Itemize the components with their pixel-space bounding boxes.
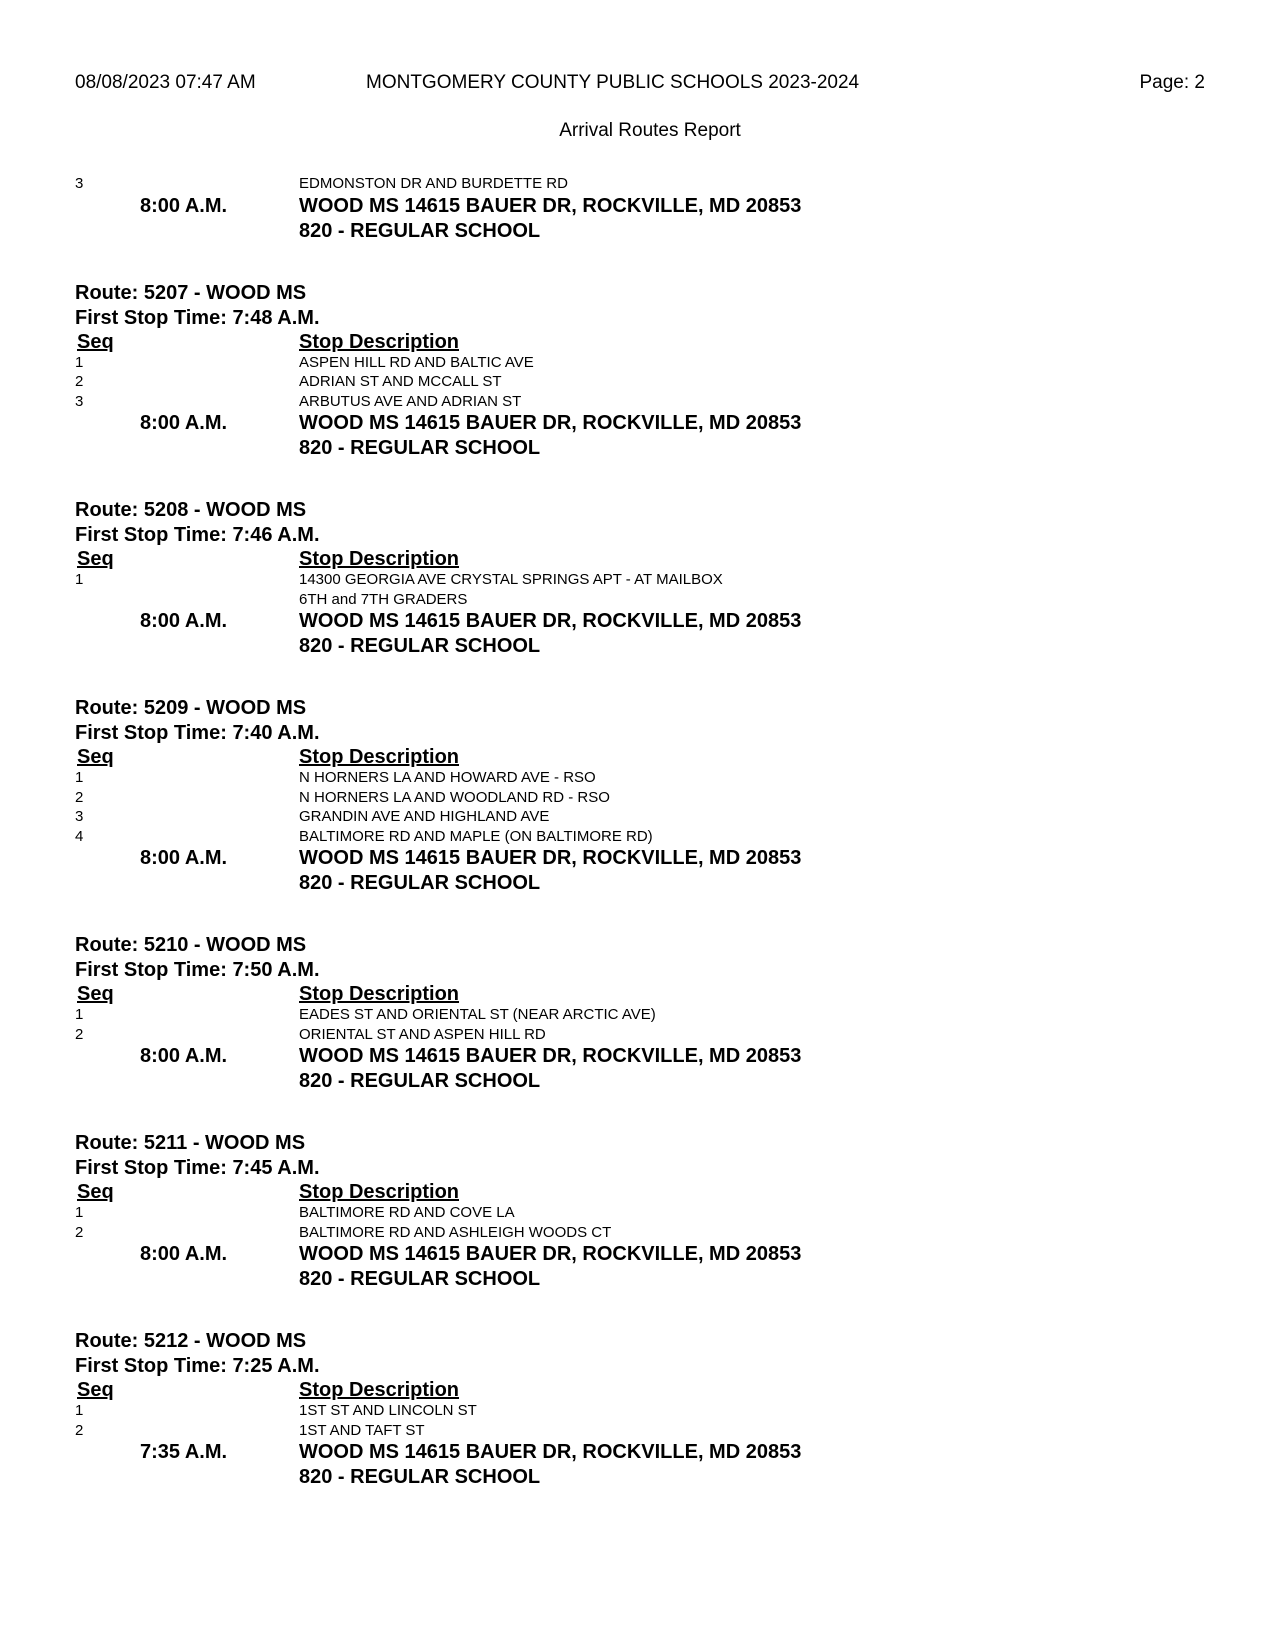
- stop-description: BALTIMORE RD AND MAPLE (ON BALTIMORE RD): [299, 827, 653, 845]
- route-title: Route: 5210 - WOOD MS: [75, 934, 307, 956]
- stop-description: BALTIMORE RD AND COVE LA: [299, 1204, 515, 1221]
- first-stop-label: First Stop Time:: [75, 524, 227, 546]
- stop-description: ADRIAN ST AND MCCALL ST: [299, 373, 502, 390]
- route-title: Route: 5211 - WOOD MS: [75, 1132, 306, 1154]
- school-program: 820 - REGULAR SCHOOL: [299, 1268, 541, 1290]
- stop-row: [75, 1025, 1225, 1045]
- column-headers: [75, 1379, 1225, 1401]
- arrival-block: [75, 194, 1225, 244]
- column-headers: [75, 331, 1225, 353]
- stop-description-header: Stop Description: [299, 548, 460, 570]
- stop-description: 6TH and 7TH GRADERS: [299, 590, 468, 608]
- stop-seq: 1: [75, 353, 84, 371]
- first-stop-value: 7:50 A.M.: [232, 959, 320, 981]
- seq-header: Seq: [77, 1181, 114, 1203]
- first-stop-label: First Stop Time:: [75, 306, 227, 329]
- column-headers: [75, 983, 1225, 1005]
- stop-description: EADES ST AND ORIENTAL ST (NEAR ARCTIC AVE): [299, 1006, 656, 1023]
- seq-header: Seq: [77, 548, 114, 570]
- report-body: [75, 174, 1225, 1490]
- stop-description: 1ST AND TAFT ST: [299, 1421, 425, 1439]
- stop-description-header: Stop Description: [299, 746, 460, 768]
- stop-description: ARBUTUS AVE AND ADRIAN ST: [299, 392, 522, 410]
- school-program: 820 - REGULAR SCHOOL: [299, 1466, 541, 1488]
- first-stop-time: [75, 523, 1225, 548]
- stop-description: N HORNERS LA AND HOWARD AVE - RSO: [299, 769, 596, 786]
- stop-row: [75, 1203, 1225, 1223]
- report-title: Arrival Routes Report: [559, 120, 741, 141]
- route-section: [75, 498, 1225, 659]
- stop-row: [75, 372, 1225, 392]
- first-stop-time: [75, 1156, 1225, 1181]
- stop-row: [75, 392, 1225, 412]
- route-section: [75, 1329, 1225, 1490]
- first-stop-time: [75, 1354, 1225, 1379]
- stop-description: BALTIMORE RD AND ASHLEIGH WOODS CT: [299, 1223, 612, 1241]
- stop-description: GRANDIN AVE AND HIGHLAND AVE: [299, 808, 550, 825]
- continued-route: [75, 174, 1225, 244]
- school-program: 820 - REGULAR SCHOOL: [299, 219, 541, 242]
- school-address: WOOD MS 14615 BAUER DR, ROCKVILLE, MD 20853: [299, 1243, 802, 1265]
- stop-seq: 3: [75, 808, 84, 825]
- seq-header: Seq: [77, 983, 114, 1005]
- stop-description-header: Stop Description: [299, 983, 460, 1005]
- school-program: 820 - REGULAR SCHOOL: [299, 635, 541, 657]
- stop-row: [75, 353, 1225, 373]
- first-stop-value: 7:48 A.M.: [232, 306, 320, 329]
- arrival-block: [75, 1440, 1225, 1490]
- school-program: 820 - REGULAR SCHOOL: [299, 1070, 541, 1092]
- stop-description-header: Stop Description: [299, 330, 460, 353]
- stop-seq: 2: [75, 1025, 84, 1043]
- arrival-time: 8:00 A.M.: [140, 847, 228, 869]
- seq-header: Seq: [77, 1379, 114, 1401]
- route-title: Route: 5212 - WOOD MS: [75, 1330, 307, 1352]
- arrival-block: [75, 609, 1225, 659]
- stop-seq: 4: [75, 827, 84, 845]
- stop-row: [75, 768, 1225, 788]
- stop-description-header: Stop Description: [299, 1379, 460, 1401]
- stop-row: [75, 1223, 1225, 1243]
- school-address: WOOD MS 14615 BAUER DR, ROCKVILLE, MD 20853: [299, 1045, 802, 1067]
- stop-row: [75, 174, 1225, 194]
- arrival-time: 8:00 A.M.: [140, 1045, 228, 1067]
- route-title: Route: 5209 - WOOD MS: [75, 697, 307, 719]
- column-headers: [75, 746, 1225, 768]
- stop-row: [75, 1005, 1225, 1025]
- school-address: WOOD MS 14615 BAUER DR, ROCKVILLE, MD 20853: [299, 847, 802, 869]
- route-section: [75, 1131, 1225, 1292]
- column-headers: [75, 1181, 1225, 1203]
- first-stop-value: 7:46 A.M.: [232, 524, 320, 546]
- stop-description: 1ST ST AND LINCOLN ST: [299, 1402, 477, 1419]
- stop-seq: 1: [75, 1204, 84, 1221]
- stop-description-header: Stop Description: [299, 1181, 460, 1203]
- school-program: 820 - REGULAR SCHOOL: [299, 437, 541, 459]
- arrival-block: [75, 846, 1225, 896]
- route-section: [75, 696, 1225, 896]
- seq-header: Seq: [77, 746, 114, 768]
- stop-seq: 2: [75, 1421, 84, 1439]
- stop-description: ASPEN HILL RD AND BALTIC AVE: [299, 353, 534, 371]
- arrival-time: 8:00 A.M.: [140, 412, 228, 434]
- seq-header: Seq: [77, 330, 114, 353]
- first-stop-value: 7:25 A.M.: [232, 1355, 320, 1377]
- stop-row: [75, 590, 1225, 610]
- school-address: WOOD MS 14615 BAUER DR, ROCKVILLE, MD 20853: [299, 194, 802, 217]
- route-title: Route: 5208 - WOOD MS: [75, 499, 307, 521]
- route-section: [75, 281, 1225, 462]
- first-stop-time: [75, 721, 1225, 746]
- first-stop-time: [75, 306, 1225, 331]
- stop-row: [75, 570, 1225, 590]
- page-number: Page: 2: [1139, 72, 1205, 93]
- school-program: 820 - REGULAR SCHOOL: [299, 872, 541, 894]
- first-stop-value: 7:40 A.M.: [232, 722, 320, 744]
- stop-description: ORIENTAL ST AND ASPEN HILL RD: [299, 1025, 546, 1043]
- stop-seq: 1: [75, 1006, 84, 1023]
- arrival-time: 8:00 A.M.: [140, 1243, 228, 1265]
- stop-seq: 2: [75, 1223, 84, 1241]
- arrival-block: [75, 1044, 1225, 1094]
- stop-description: EDMONSTON DR AND BURDETTE RD: [299, 175, 568, 192]
- page-header: [75, 72, 1205, 98]
- arrival-time: 7:35 A.M.: [140, 1441, 228, 1463]
- first-stop-label: First Stop Time:: [75, 1355, 227, 1377]
- stop-row: [75, 1421, 1225, 1441]
- arrival-time: 8:00 A.M.: [140, 194, 228, 217]
- column-headers: [75, 548, 1225, 570]
- first-stop-label: First Stop Time:: [75, 722, 227, 744]
- first-stop-label: First Stop Time:: [75, 959, 227, 981]
- stop-seq: 1: [75, 1402, 84, 1419]
- arrival-block: [75, 411, 1225, 461]
- route-section: [75, 933, 1225, 1094]
- stop-row: [75, 807, 1225, 827]
- stop-row: [75, 1401, 1225, 1421]
- school-address: WOOD MS 14615 BAUER DR, ROCKVILLE, MD 20853: [299, 1441, 802, 1463]
- stop-row: [75, 788, 1225, 808]
- school-address: WOOD MS 14615 BAUER DR, ROCKVILLE, MD 20853: [299, 610, 802, 632]
- stop-description: 14300 GEORGIA AVE CRYSTAL SPRINGS APT - AT MAILBOX: [299, 571, 723, 588]
- school-address: WOOD MS 14615 BAUER DR, ROCKVILLE, MD 20853: [299, 412, 802, 434]
- stop-row: [75, 827, 1225, 847]
- report-organization-title: MONTGOMERY COUNTY PUBLIC SCHOOLS 2023-2024: [366, 72, 860, 93]
- first-stop-value: 7:45 A.M.: [232, 1157, 320, 1179]
- arrival-block: [75, 1242, 1225, 1292]
- report-datetime: 08/08/2023 07:47 AM: [75, 72, 256, 93]
- stop-seq: 1: [75, 571, 84, 588]
- stop-seq: 2: [75, 788, 84, 806]
- stop-seq: 1: [75, 769, 84, 786]
- stop-description: N HORNERS LA AND WOODLAND RD - RSO: [299, 788, 610, 806]
- route-title: Route: 5207 - WOOD MS: [75, 281, 307, 304]
- arrival-time: 8:00 A.M.: [140, 610, 228, 632]
- stop-seq: 3: [75, 175, 84, 192]
- stop-seq: 2: [75, 373, 84, 390]
- stop-seq: 3: [75, 392, 84, 410]
- first-stop-time: [75, 958, 1225, 983]
- first-stop-label: First Stop Time:: [75, 1157, 227, 1179]
